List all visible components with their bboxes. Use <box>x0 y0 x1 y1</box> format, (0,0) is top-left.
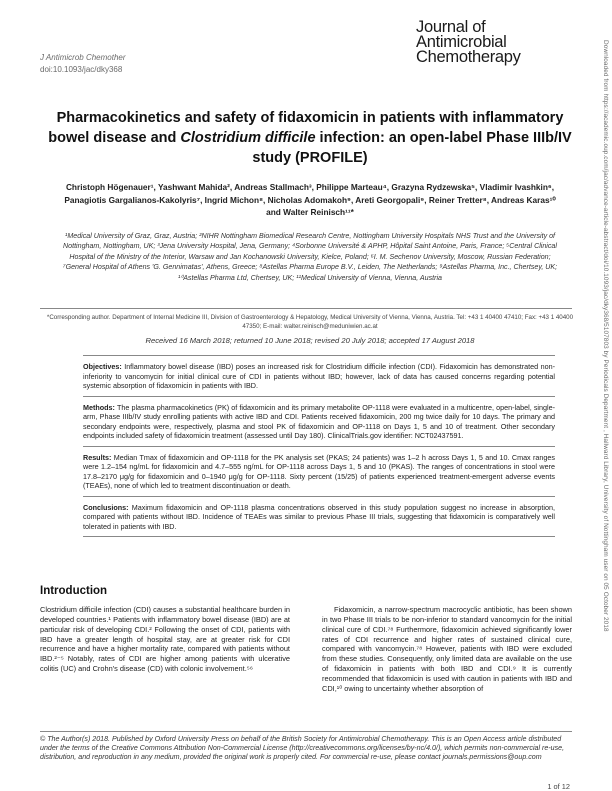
section-heading: Introduction <box>40 585 108 597</box>
page-number: 1 of 12 <box>547 782 570 791</box>
body-paragraph: Fidaxomicin, a narrow-spectrum macrocyclic antibiotic, has been shown in two Phase III trials to be non-inferior to standard vancomycin for the initial clinical cure of CDI.⁷⁸ Furthermore, fidaxomicin achieved significantly lower rates of CDI recurrence and higher rates of sustained clinical cure, compared with vancomycin.⁷⁸ However, patients with IBD were excluded from these studies. Consequently, only limited data are available on the use of fidaxomicin in patients with both IBD and CDI.⁹ It is currently recommended that fidaxomicin is used with caution in patients with IBD and CDI,¹⁰ owing to uncertainty whether absorption of <box>322 605 572 693</box>
abstract-results <box>83 453 555 491</box>
title-part: infection: an open-label Phase IIIb/IV study (PROFILE) <box>252 130 572 166</box>
section-text: Inflammatory bowel disease (IBD) poses an increased risk for Clostridium difficile infection (CDI). Fidaxomicin has demonstrated non-inferiority to vancomycin for initial clinical cure of CDI in patients without IBD; however, lack of data has caused concerns regarding potential systemic absorption of fidaxomicin in patients with IBD. <box>83 362 555 390</box>
divider <box>83 446 555 447</box>
divider <box>83 496 555 497</box>
abstract-methods <box>83 403 555 441</box>
journal-short-name: J Antimicrob Chemother <box>40 53 126 62</box>
section-label: Results: <box>83 452 112 462</box>
divider <box>83 536 555 537</box>
body-paragraph: Clostridium difficile infection (CDI) causes a substantial healthcare burden in developed countries.¹ Patients with inflammatory bowel disease (IBD) are at particular risk of developing CDI.² Following the onset of CDI, patients with IBD have a greater length of hospital stay, are at greater risk for CDI recurrence and have a higher mortality rate, compared with patients without IBD.²⁻⁵ Notably, rates of CDI are higher among patients with ulcerative colitis (UC) and Crohn's disease (CD) with colonic involvement.⁵⁶ <box>40 605 290 674</box>
article-title <box>40 108 580 168</box>
journal-reference <box>40 52 126 76</box>
body-column-left <box>40 605 290 674</box>
abstract-conclusions <box>83 503 555 532</box>
section-text: Maximum fidaxomicin and OP-1118 plasma concentrations observed in this study population suggest no increase in absorption, compared with patients without IBD. Incidence of TEAEs was similar to previous Phase III trials, suggesting that fidaxomicin is comparatively well tolerated in patients with IBD. <box>83 502 555 531</box>
section-label: Conclusions: <box>83 502 129 512</box>
section-label: Objectives: <box>83 362 122 371</box>
download-note: Downloaded from https://academic.oup.com/jac/advance-article-abstract/doi/10.1093/jac/dky368/5107803 by Periodicals Department , Hallward Library, University of Nottingham user on 05 October 2018 <box>602 40 609 632</box>
logo-line: Chemotherapy <box>416 48 521 66</box>
corresponding-author: *Corresponding author. Department of Internal Medicine III, Division of Gastroenterology & Hepatology, Medical University of Vienna, Vienna, Austria. Tel: +43 1 40400 47410; Fax: +43 1 40400 47350; E-mail: walter.reinisch@meduniwien.ac.at <box>46 314 574 330</box>
abstract <box>83 355 555 537</box>
journal-logo <box>416 20 566 65</box>
doi-link[interactable]: doi:10.1093/jac/dky368 <box>40 65 123 74</box>
divider <box>83 396 555 397</box>
title-part: Pharmacokinetics and safety of fidaxomicin in patients with inflammatory bowel disease and <box>48 110 564 146</box>
section-text: The plasma pharmacokinetics (PK) of fidaxomicin and its primary metabolite OP-1118 were evaluated in a multicentre, open-label, single-arm, Phase IIIb/IV study enrolling patients with active IBD and CDI. Patients received fidaxomicin, 200 mg twice daily for 10 days. The primary and secondary endpoints were, respectively, plasma and stool PK of fidaxomicin and OP-1118 on Days 1, 5 and 10 of treatment. Other secondary endpoints included safety of fidaxomicin treatment (assessed until Day 180). ClinicalTrials.gov identifier: NCT02437591. <box>83 402 555 440</box>
section-text: Median Tmax of fidaxomicin and OP-1118 for the PK analysis set (PKAS; 24 patients) was 1–2 h across Days 1, 5 and 10. Cmax ranges were 1.2–154 ng/mL for fidaxomicin and 4.7–555 ng/mL for OP-1118 across Days 1, 5 and 10 (PKAS). The ranges of concentrations in stool were 17.8–2170 μg/g for fidaxomicin and 0–1940 μg/g for OP-1118. Sixty percent (15/25) of patients experienced treatment-emergent adverse events (TEAEs), none of which led to treatment discontinuation or death. <box>83 452 555 490</box>
divider <box>40 731 572 732</box>
title-italic-part: Clostridium difficile <box>180 130 316 146</box>
body-column-right <box>322 605 572 694</box>
section-label: Methods: <box>83 402 115 412</box>
divider <box>40 308 572 309</box>
logo-line: Antimicrobial <box>416 33 507 51</box>
affiliations: ¹Medical University of Graz, Graz, Austria; ²NIHR Nottingham Biomedical Research Centre, Nottingham University Hospitals NHS Trust and the University of Nottingham, Nottingham, UK; ³Jena University Hospital, Jena, Germany; ⁴Sorbonne Université & APHP, Hôpital Saint Antoine, Paris, France; ⁵Central Clinical Hospital of the Ministry of the Interior, Warsaw and Jan Kochanowski University, Kielce, Poland; ⁶I. M. Sechenov University, Moscow, Russian Federation; ⁷General Hospital of Athens 'G. Gennimatas', Athens, Greece; ⁸Astellas Pharma Europe B.V., Leiden, The Netherlands; ⁹Astellas Pharma, Inc., Chertsey, UK; ¹⁰Astellas Pharma Ltd, Chertsey, UK; ¹¹Medical University of Vienna, Vienna, Austria <box>62 232 558 282</box>
author-list: Christoph Högenauer¹, Yashwant Mahida², Andreas Stallmach³, Philippe Marteau⁴, Grazyna Rydzewska⁵, Vladimir Ivashkin⁶, Panagiotis Gargalianos-Kakolyris⁷, Ingrid Michon⁸, Nicholas Adomakoh⁹, Areti Georgopali⁹, Reiner Tretter⁸, Andreas Karas¹⁰ and Walter Reinisch¹¹* <box>64 182 556 218</box>
received-dates: Received 16 March 2018; returned 10 June 2018; revised 20 July 2018; accepted 17 August 2018 <box>145 336 475 345</box>
copyright-notice: © The Author(s) 2018. Published by Oxford University Press on behalf of the British Society for Antimicrobial Chemotherapy. This is an Open Access article distributed under the terms of the Creative Commons Attribution Non-Commercial License (http://creativecommons.org/licenses/by-nc/4.0/), which permits non-commercial re-use, distribution, and reproduction in any medium, provided the original work is properly cited. For commercial re-use, please contact journals.permissions@oup.com <box>40 735 565 762</box>
divider <box>83 355 555 356</box>
abstract-objectives <box>83 362 555 391</box>
logo-line: Journal of <box>416 18 486 36</box>
